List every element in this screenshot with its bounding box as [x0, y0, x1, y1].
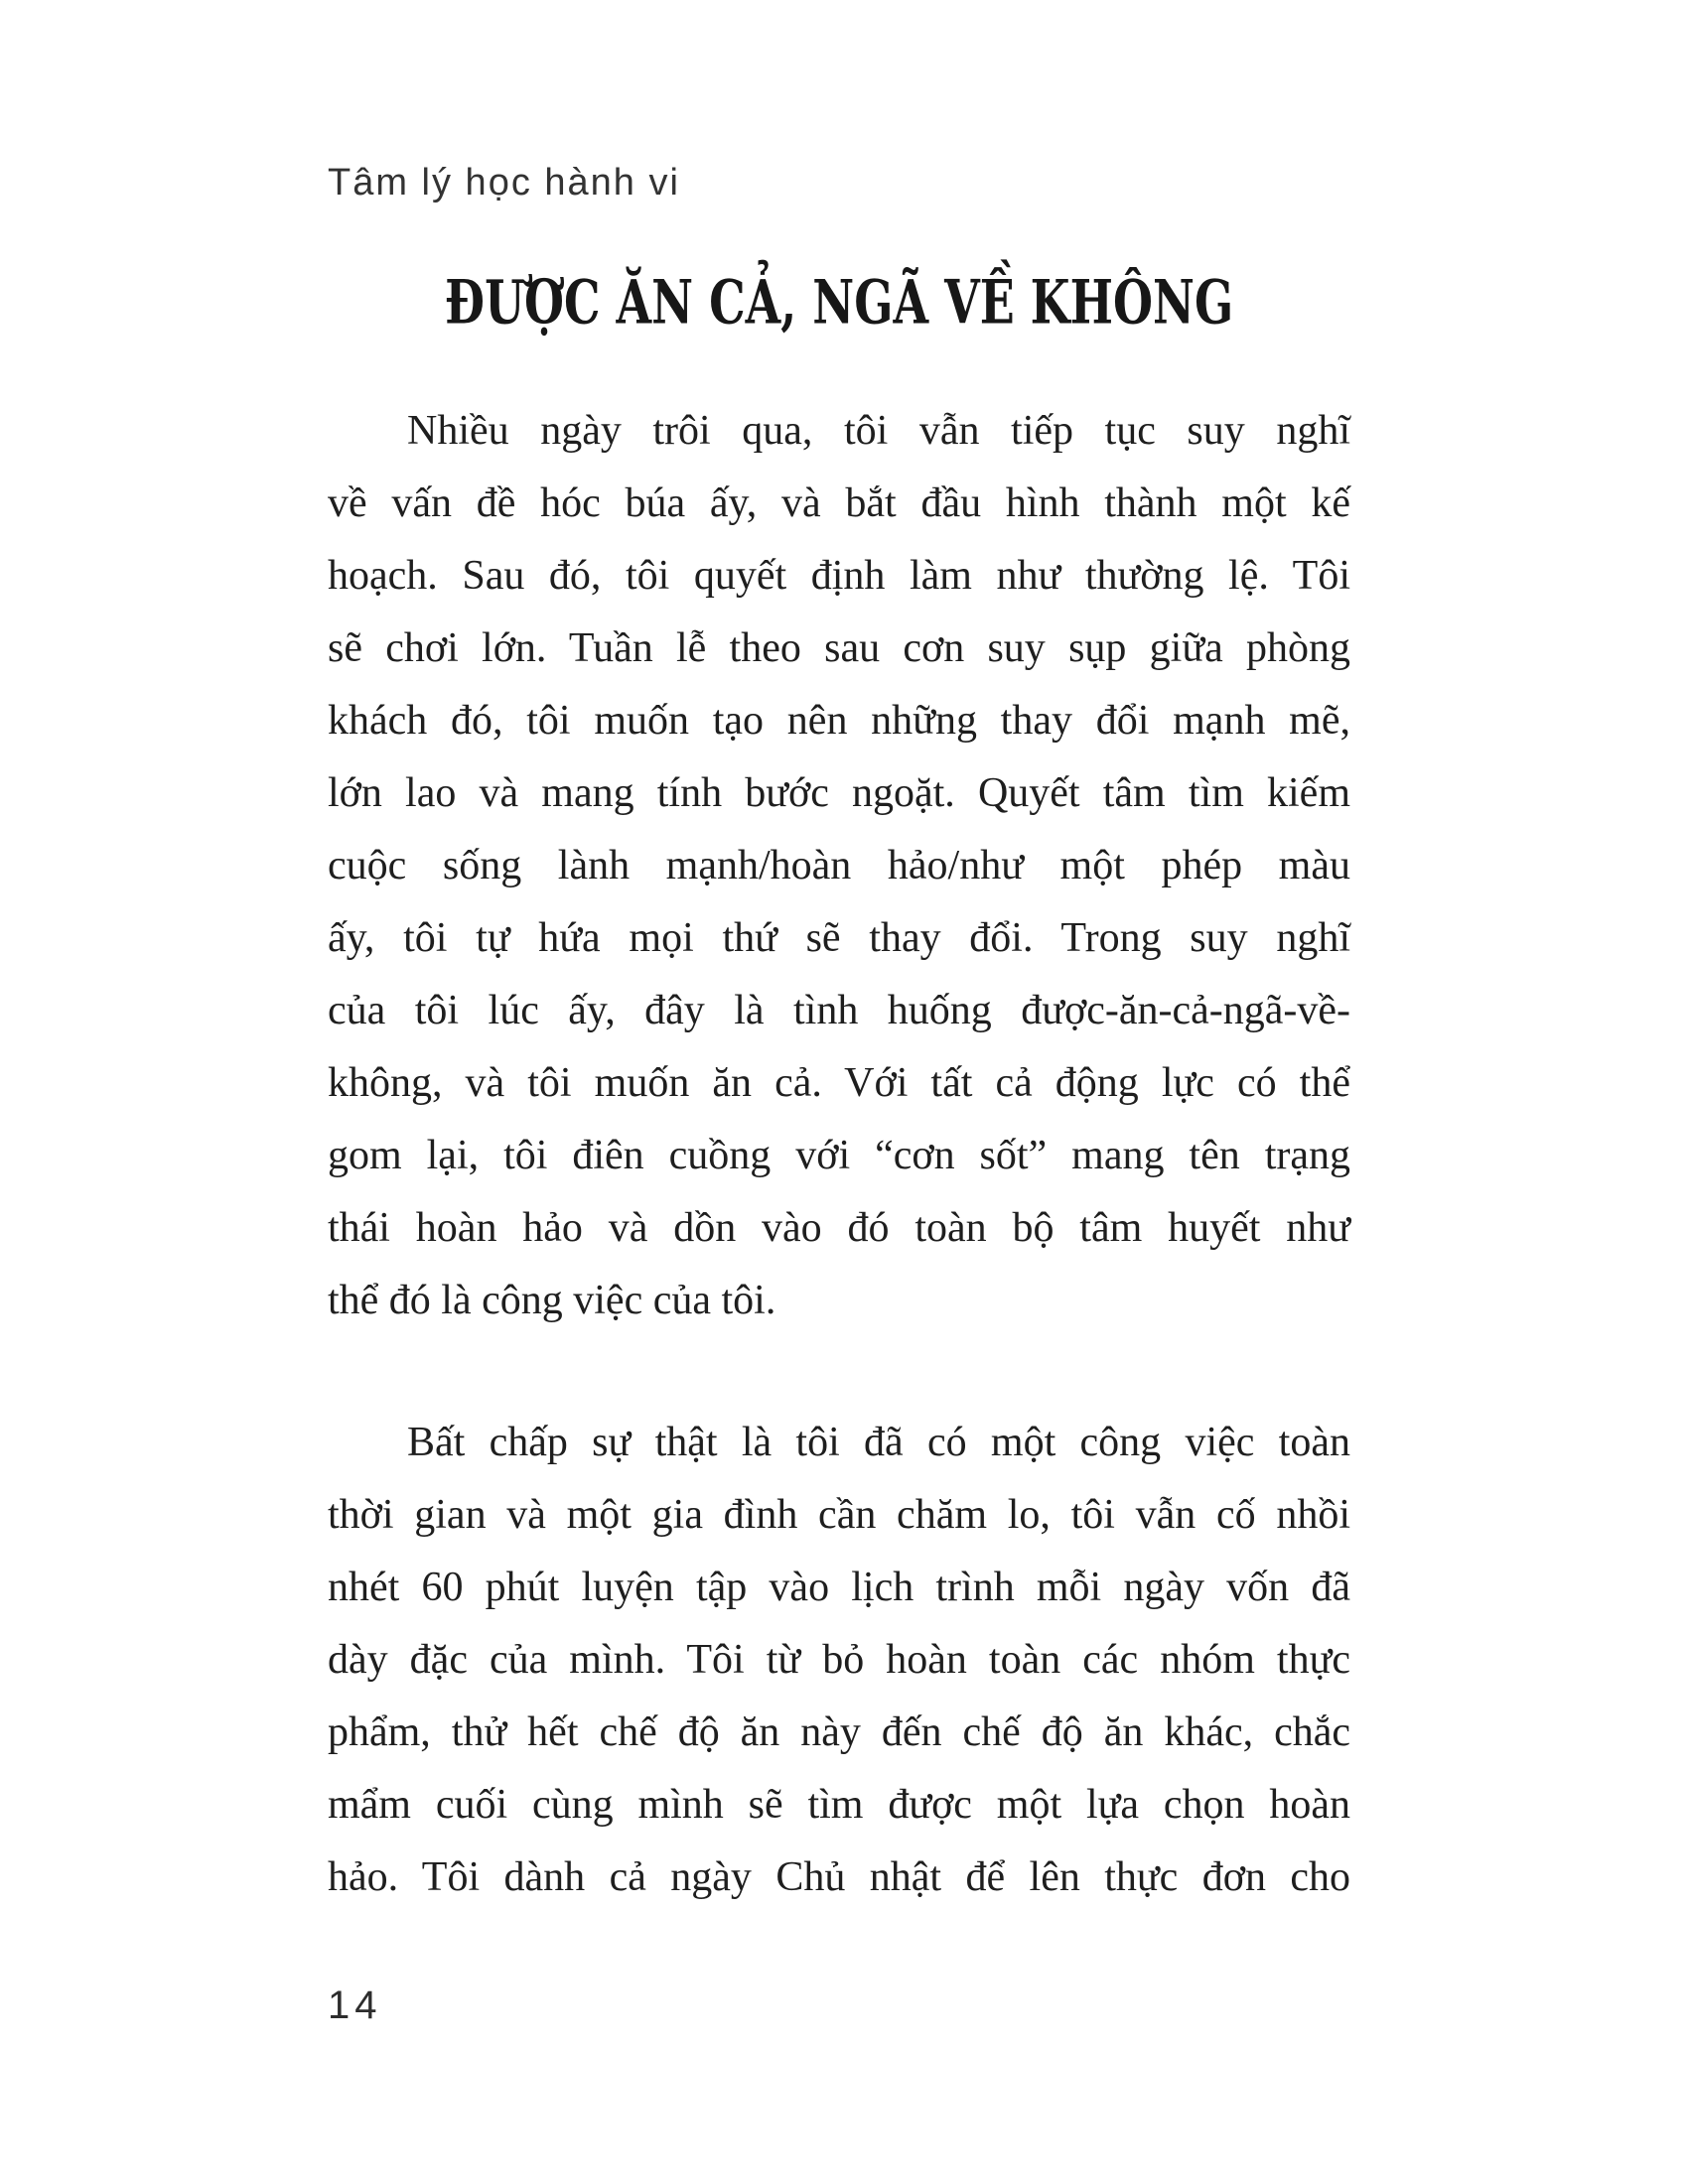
- text-line: phẩm, thử hết chế độ ăn này đến chế độ ăn khác, chắc: [328, 1709, 1350, 1755]
- text-line: nhét 60 phút luyện tập vào lịch trình mỗi ngày vốn đã: [328, 1565, 1350, 1610]
- text-line: gom lại, tôi điên cuồng với “cơn sốt” mang tên trạng: [328, 1133, 1350, 1178]
- text-line: cuộc sống lành mạnh/hoàn hảo/như một phép màu: [328, 843, 1350, 888]
- page-number: 14: [328, 1983, 382, 2027]
- text-line: không, và tôi muốn ăn cả. Với tất cả động lực có thể: [328, 1060, 1350, 1106]
- text-line: Nhiều ngày trôi qua, tôi vẫn tiếp tục suy nghĩ: [407, 408, 1350, 454]
- text-line: thể đó là công việc của tôi.: [328, 1278, 776, 1323]
- text-line: hảo. Tôi dành cả ngày Chủ nhật để lên thực đơn cho: [328, 1854, 1350, 1900]
- body-text: [328, 395, 1350, 1914]
- paragraph-1: [328, 395, 1350, 1337]
- text-line: hoạch. Sau đó, tôi quyết định làm như thường lệ. Tôi: [328, 553, 1350, 599]
- text-line: lớn lao và mang tính bước ngoặt. Quyết tâm tìm kiếm: [328, 770, 1350, 816]
- text-line: dày đặc của mình. Tôi từ bỏ hoàn toàn các nhóm thực: [328, 1637, 1350, 1683]
- chapter-title: ĐƯỢC ĂN CẢ, NGÃ VỀ KHÔNG: [444, 267, 1234, 339]
- text-line: thời gian và một gia đình cần chăm lo, tôi vẫn cố nhồi: [328, 1492, 1350, 1538]
- text-line: về vấn đề hóc búa ấy, và bắt đầu hình thành một kế: [328, 480, 1350, 526]
- running-header: Tâm lý học hành vi: [328, 162, 680, 204]
- text-line: thái hoàn hảo và dồn vào đó toàn bộ tâm huyết như: [328, 1205, 1350, 1251]
- text-line: sẽ chơi lớn. Tuần lễ theo sau cơn suy sụp giữa phòng: [328, 625, 1350, 671]
- text-line: Bất chấp sự thật là tôi đã có một công việc toàn: [407, 1420, 1350, 1465]
- text-line: mẩm cuối cùng mình sẽ tìm được một lựa chọn hoàn: [328, 1782, 1350, 1828]
- text-line: ấy, tôi tự hứa mọi thứ sẽ thay đổi. Trong suy nghĩ: [328, 915, 1350, 961]
- paragraph-2: [328, 1407, 1350, 1914]
- text-line: khách đó, tôi muốn tạo nên những thay đổi mạnh mẽ,: [328, 698, 1350, 744]
- text-line: của tôi lúc ấy, đây là tình huống được-ăn-cả-ngã-về-: [328, 988, 1350, 1033]
